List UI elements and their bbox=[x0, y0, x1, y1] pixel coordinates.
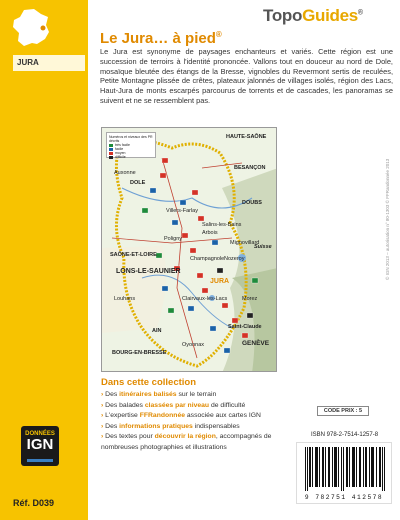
map-place: Poligny bbox=[164, 236, 183, 242]
map-place: Arbois bbox=[202, 230, 218, 236]
map-place: AIN bbox=[152, 328, 162, 334]
list-item: › Des itinéraires balisés sur le terrain bbox=[101, 390, 301, 401]
map-place: Auxonne bbox=[114, 170, 136, 176]
map-place: Oyonnax bbox=[182, 342, 205, 348]
barcode-bars bbox=[305, 447, 385, 491]
intro-text: Le Jura est synonyme de paysages enchanteurs et variés. Cette région est une succession de terroirs à l'identité prononcée. Vallons tout en douceur au nord de Dole, mosaïque bleutée des étangs de la Bresse, vignobles du Revermont sertis de reculées, Petite Montagne plissée de crêtes, plateaux jalonnés de villages isolés, région des Lacs, Haut-Jura de monts escarpés parcourus de torrents et de cascades, les panoramas se suivent et ne se ressemblent pas. bbox=[100, 47, 393, 105]
map-legend: Numéros et niveaux des PR décrits très facile facile moyen difficile bbox=[106, 132, 156, 158]
map-place: LONS-LE-SAUNIER bbox=[116, 268, 181, 275]
list-item: › Des balades classées par niveau de difficulté bbox=[101, 401, 301, 412]
map-place: HAUTE-SAÔNE bbox=[226, 134, 267, 140]
barcode-digits: 9 782751 412578 bbox=[304, 494, 384, 501]
reference-number: Réf. D039 bbox=[13, 498, 55, 508]
map-place: Champagnole bbox=[190, 256, 225, 262]
ign-logo bbox=[21, 426, 59, 466]
map-place: BESANÇON bbox=[234, 165, 266, 171]
barcode bbox=[296, 442, 392, 504]
map-place: Villers-Farlay bbox=[166, 208, 198, 214]
region-map bbox=[101, 127, 277, 372]
map-place: Saint-Claude bbox=[228, 324, 262, 330]
map-copyright: © IGN 2013 – autorisation n° 80-1303 © FFRandonnée 2013 bbox=[385, 158, 390, 280]
collection-title: Dans cette collection bbox=[101, 377, 197, 388]
sidebar bbox=[0, 0, 88, 520]
page-title: Le Jura… à pied® bbox=[100, 30, 222, 47]
list-item: › Des informations pratiques indispensables bbox=[101, 422, 301, 433]
brand-logo: TopoGuides® bbox=[263, 6, 363, 25]
price-code: CODE PRIX : 5 bbox=[317, 406, 369, 416]
list-item: › Des textes pour découvrir la région, accompagnés de nombreuses photographies et illustrations bbox=[101, 432, 301, 453]
map-place: Suisse bbox=[254, 244, 272, 250]
map-place: SAÔNE-ET-LOIRE bbox=[110, 252, 157, 258]
isbn: ISBN 978-2-7514-1257-8 bbox=[311, 432, 379, 438]
map-place: GENÈVE bbox=[242, 340, 270, 347]
region-label: JURA bbox=[13, 55, 85, 71]
ign-logo-top: DONNÉES bbox=[25, 431, 55, 437]
list-item: › L'expertise FFRandonnée associée aux cartes IGN bbox=[101, 411, 301, 422]
map-place: Louhans bbox=[114, 296, 136, 302]
map-place: Nozeroy bbox=[224, 256, 245, 262]
map-place: BOURG-EN-BRESSE bbox=[112, 350, 167, 356]
collection-list bbox=[101, 390, 301, 453]
ign-logo-main: IGN bbox=[26, 436, 54, 453]
map-place: Morez bbox=[242, 296, 258, 302]
map-place: Clairvaux-les-Lacs bbox=[182, 296, 228, 302]
map-place: DOUBS bbox=[242, 200, 262, 206]
france-map-icon bbox=[10, 8, 52, 48]
map-place: JURA bbox=[210, 278, 230, 285]
map-place: Salins-les-Bains bbox=[202, 222, 242, 228]
map-place: DOLE bbox=[130, 180, 146, 186]
map-place: Mignovillard bbox=[230, 240, 260, 246]
